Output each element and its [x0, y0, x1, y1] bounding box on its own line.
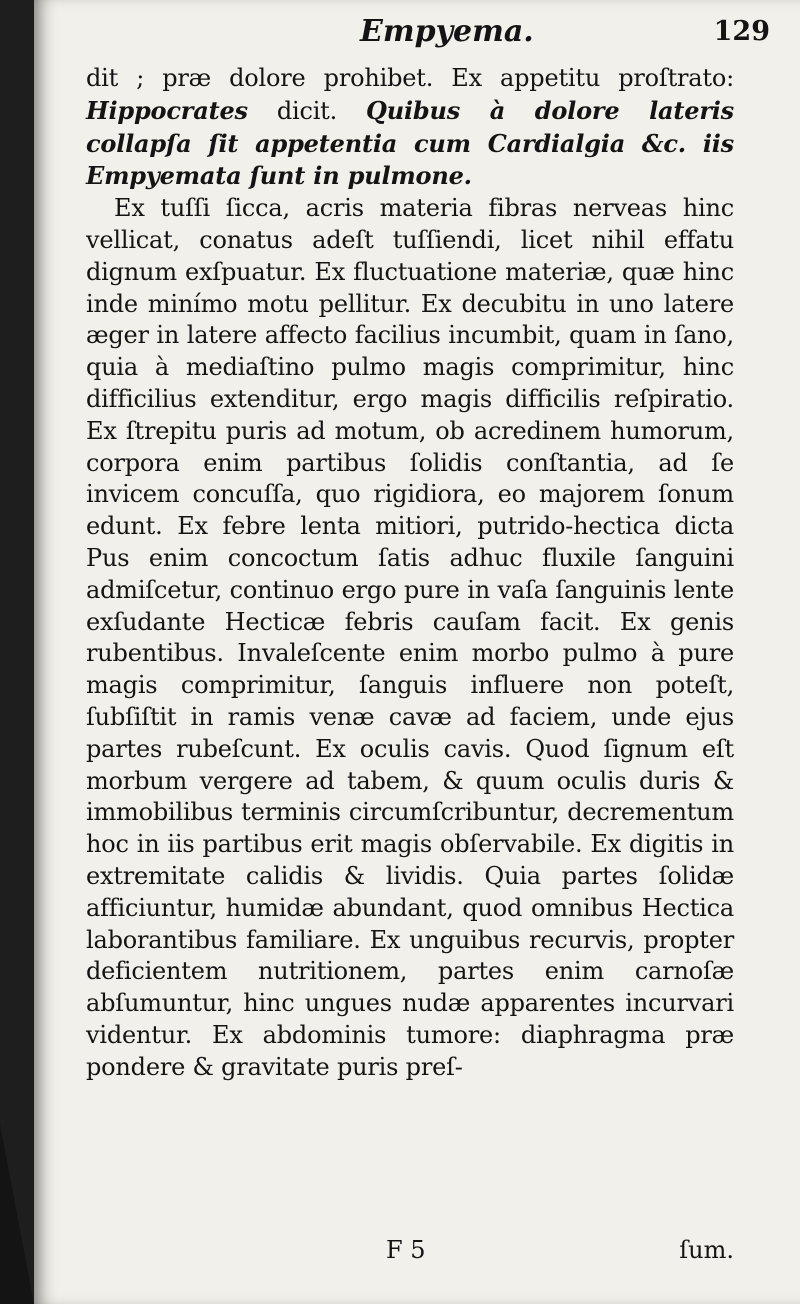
scan-shadow	[0, 1124, 34, 1304]
body-text	[86, 63, 734, 1084]
author-name: Hippocrates	[86, 95, 248, 125]
paragraph-2: Ex tuſſi ſicca, acris materia fibras nerveas hinc vellicat, conatus adeſt tuſſiendi, licet nihil effatu dignum exſpuatur. Ex fluctuatione materiæ, quæ hinc inde minímo motu pellitur. Ex decubitu in uno latere æger in latere affecto facilius incumbit, quam in ſano, quia à mediaſtino pulmo magis comprimitur, hinc difficilius extenditur, ergo magis difficilis reſpiratio. Ex ſtrepitu puris ad motum, ob acredinem humorum, corpora enim partibus ſolidis conſtantia, ad ſe invicem concuſſa, quo rigidiora, eo majorem ſonum edunt. Ex febre lenta mitiori, putrido-hectica dicta Pus enim concoctum ſatis adhuc fluxile ſanguini admiſcetur, continuo ergo pure in vaſa ſanguinis lente exſudante Hecticæ febris cauſam facit. Ex genis rubentibus. Invaleſcente enim morbo pulmo à pure magis comprimitur, ſanguis influere non poteſt, ſubſiſtit in ramis venæ cavæ ad faciem, unde ejus partes rubeſcunt. Ex oculis cavis. Quod ſignum eſt morbum vergere ad tabem, & quum oculis duris & immobilibus terminis circumſcribuntur, decrementum hoc in iis partibus erit magis obſervabile. Ex digitis in extremitate calidis & lividis. Quia partes ſolidæ afficiuntur, humidæ abundant, quod omnibus Hectica laborantibus familiare. Ex unguibus recurvis, propter deficientem nutritionem, partes enim carnoſæ abſumuntur, hinc ungues nudæ apparentes incurvari videntur. Ex abdominis tumore: diaphragma præ pondere & gravitate puris preſ-	[86, 194, 734, 1081]
paragraph-1-text: dit ; præ dolore prohibet. Ex appetitu proſtrato:	[86, 64, 734, 92]
paragraph-1-mid: dicit.	[247, 96, 367, 125]
paragraph-1	[86, 63, 734, 193]
running-title: Empyema.	[360, 14, 534, 49]
hippocrates-quote: Quibus à dolore lateris collapſa ſit appetentia cum Cardialgia &c. iis Empyemata ſunt in pulmone.	[86, 95, 734, 191]
page-header	[360, 14, 800, 64]
catchword: ſum.	[679, 1236, 734, 1264]
page-number: 129	[713, 16, 770, 47]
signature-mark: F 5	[386, 1236, 426, 1264]
page-footer	[86, 1236, 734, 1276]
